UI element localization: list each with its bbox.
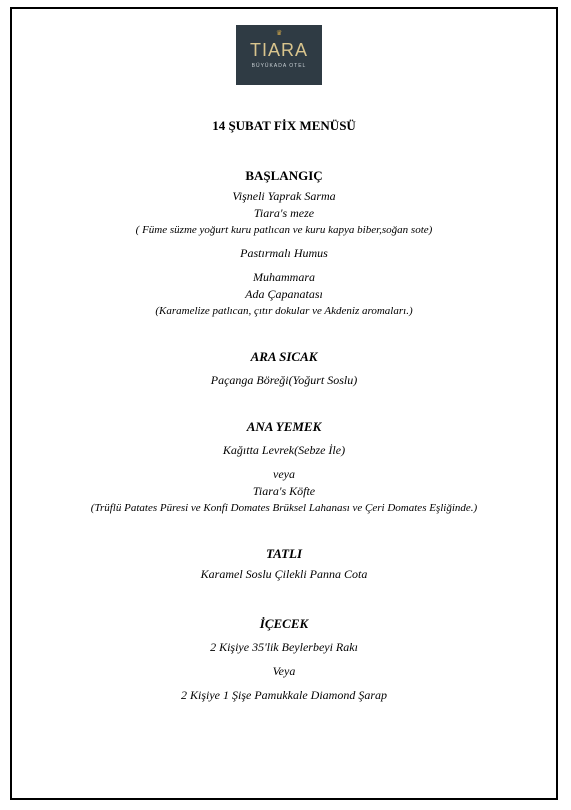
menu-item-description: ( Füme süzme yoğurt kuru patlıcan ve kuru kapya biber,soğan sote) [135, 224, 433, 236]
menu-item: Muhammara [253, 270, 315, 284]
menu-item: Tiara's Köfte [252, 484, 316, 498]
menu-item: Vişneli Yaprak Sarma [232, 189, 336, 203]
section-heading-ara-sicak: ARA SICAK [250, 349, 318, 364]
menu-item-description: (Trüflü Patates Püresi ve Konfi Domates Brüksel Lahanası ve Çeri Domates Eşliğinde.) [90, 502, 478, 514]
menu-item: Karamel Soslu Çilekli Panna Cota [200, 567, 368, 581]
menu-item: 2 Kişiye 1 Şişe Pamukkale Diamond Şarap [181, 688, 387, 702]
section-heading-ana-yemek: ANA YEMEK [246, 419, 322, 434]
menu-title: 14 ŞUBAT FİX MENÜSÜ [212, 118, 356, 133]
menu-item: Kağıtta Levrek(Sebze İle) [222, 443, 346, 457]
menu-item-separator: veya [273, 467, 295, 481]
menu-item-separator: Veya [272, 664, 296, 678]
menu-item: Ada Çapanatası [245, 287, 323, 301]
logo-subtitle: BÜYÜKADA OTEL [251, 63, 307, 69]
crown-icon: ♛ [276, 29, 283, 37]
section-heading-icecek: İÇECEK [259, 616, 309, 631]
menu-item: Tiara's meze [253, 206, 315, 220]
logo-name: TIARA [249, 40, 308, 60]
menu-item-description: (Karamelize patlıcan, çıtır dokular ve Akdeniz aromaları.) [155, 305, 413, 317]
menu-item: Pastırmalı Humus [240, 246, 328, 260]
menu-item: Paçanga Böreği(Yoğurt Soslu) [210, 373, 358, 387]
menu-item: 2 Kişiye 35'lik Beylerbeyi Rakı [210, 640, 358, 654]
section-heading-tatli: TATLI [265, 546, 303, 561]
hotel-logo [236, 25, 322, 85]
section-heading-baslangic: BAŞLANGIÇ [245, 168, 323, 183]
